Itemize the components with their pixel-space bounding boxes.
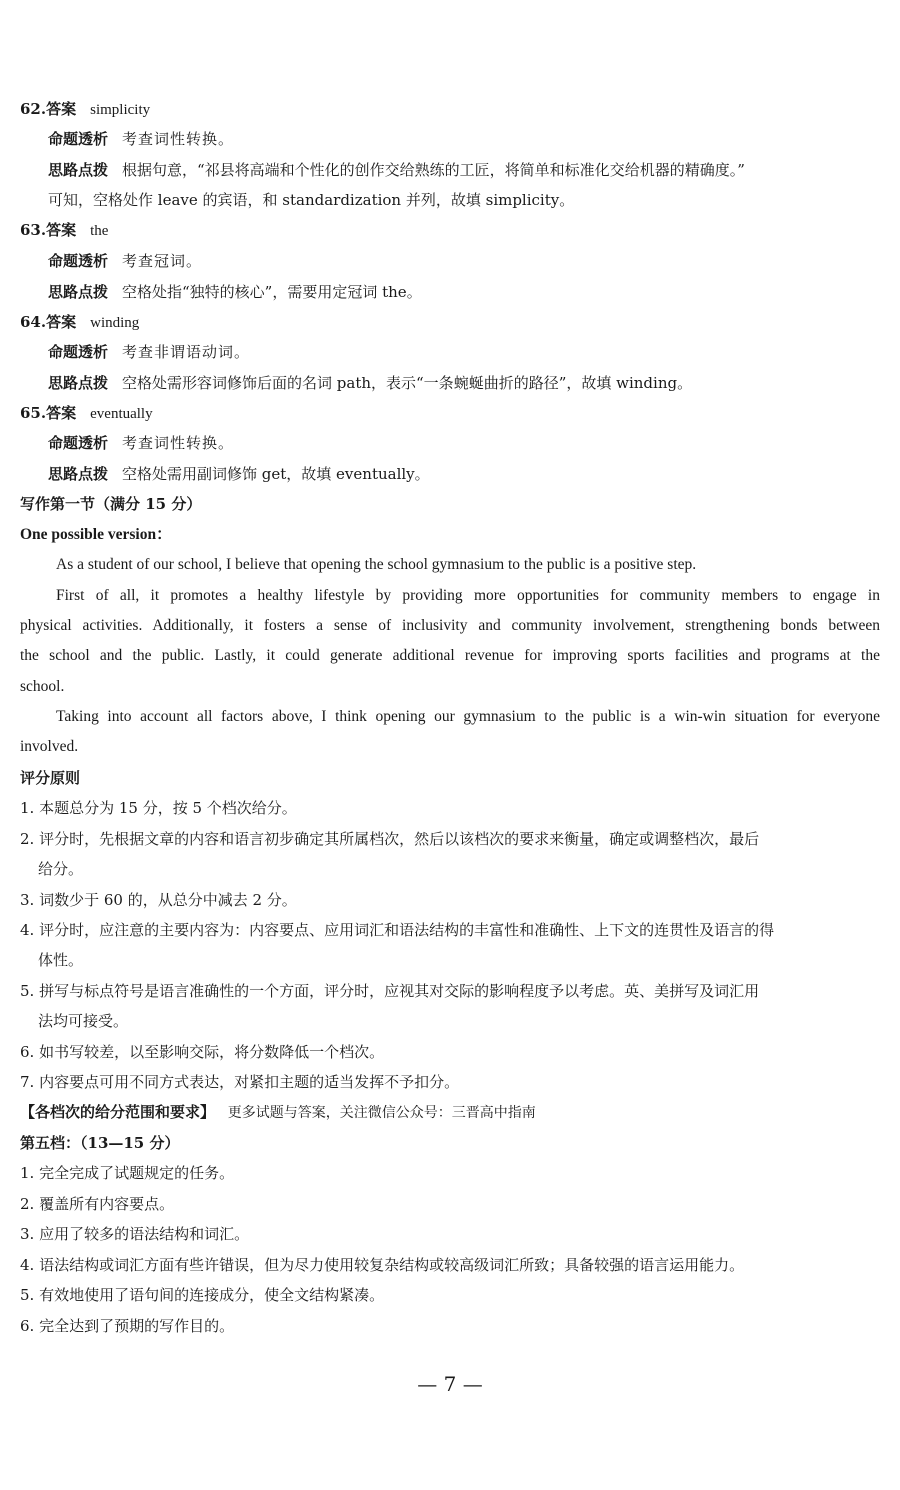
wechat-note: 更多试题与答案，关注微信公众号：三晋高中指南 [227,1105,536,1121]
analysis-label: 命题透析 [48,130,109,148]
essay-paragraph-2-line: physical activities. Additionally, it fosters a sense of inclusivity and community involvement, strengthening bonds between [20,617,880,634]
grade-item: 6. 完全达到了预期的写作目的。 [20,1317,235,1335]
q62-answer [20,99,150,120]
q65-hint [48,464,430,484]
hint-label: 思路点拨 [48,161,109,179]
answer-label: 答案 [46,221,77,239]
answer-value: eventually [90,406,153,422]
q62-hint-cont: 可知，空格处作 leave 的宾语，和 standardization 并列，故填 simplicity。 [48,191,575,209]
q64-analysis [48,342,250,362]
grade-item: 5. 有效地使用了语句间的连接成分，使全文结构紧凑。 [20,1286,385,1304]
answer-label: 答案 [46,404,77,422]
level-5-title: 第五档：（13—15 分） [20,1134,180,1152]
q62-hint [48,160,745,180]
essay-paragraph-3-line: involved. [20,738,79,755]
essay-paragraph-2-line: school. [20,678,65,695]
analysis-label: 命题透析 [48,434,109,452]
q63-analysis [48,251,202,271]
grade-heading: 【各档次的给分范围和要求】 [20,1103,216,1121]
scoring-rule-cont: 法均可接受。 [38,1012,129,1030]
scoring-rule: 2. 评分时，先根据文章的内容和语言初步确定其所属档次，然后以该档次的要求来衡量，确定或调整档次，最后 [20,830,760,848]
grade-item: 4. 语法结构或词汇方面有些许错误，但为尽力使用较复杂结构或较高级词汇所致；具备较强的语言运用能力。 [20,1256,745,1274]
q65-number: 65. [20,404,47,422]
essay-paragraph-2-line: the school and the public. Lastly, it could generate additional revenue for improving sports facilities and programs at the [20,647,880,664]
scoring-rule: 1. 本题总分为 15 分，按 5 个档次给分。 [20,799,297,817]
q62-analysis [48,129,234,149]
analysis-text: 考查非谓语动词。 [122,343,251,361]
hint-text: 空格处指“独特的核心”，需要用定冠词 the。 [122,283,422,301]
q65-answer [20,403,153,424]
q62-number: 62. [20,100,47,118]
version-label: One possible version： [20,526,172,543]
q64-number: 64. [20,313,47,331]
analysis-label: 命题透析 [48,252,109,270]
q65-analysis [48,433,234,453]
hint-label: 思路点拨 [48,283,109,301]
hint-label: 思路点拨 [48,465,109,483]
answer-value: the [90,223,109,239]
q63-answer [20,220,108,241]
q64-answer [20,312,139,333]
answer-value: winding [90,315,140,331]
answer-label: 答案 [46,100,77,118]
scoring-rule: 5. 拼写与标点符号是语言准确性的一个方面，评分时，应视其对交际的影响程度予以考虑。英、美拼写及词汇用 [20,982,760,1000]
writing-section-title: 写作第一节（满分 15 分） [20,495,202,513]
essay-paragraph-1: As a student of our school, I believe that opening the school gymnasium to the public is a positive step. [56,556,697,573]
analysis-text: 考查词性转换。 [122,434,235,452]
q63-number: 63. [20,221,47,239]
answer-label: 答案 [46,313,77,331]
hint-text: 空格处需用副词修饰 get，故填 eventually。 [122,465,430,483]
scoring-rule: 7. 内容要点可用不同方式表达，对紧扣主题的适当发挥不予扣分。 [20,1073,460,1091]
q63-hint [48,282,422,302]
grade-item: 1. 完全完成了试题规定的任务。 [20,1164,235,1182]
scoring-rule-cont: 给分。 [38,860,84,878]
essay-paragraph-2-line: First of all, it promotes a healthy lifestyle by providing more opportunities for community members to engage in [56,587,880,604]
q64-hint [48,373,692,393]
hint-text: 空格处需形容词修饰后面的名词 path，表示“一条蜿蜒曲折的路径”，故填 winding。 [122,374,693,392]
analysis-label: 命题透析 [48,343,109,361]
scoring-rule: 3. 词数少于 60 的，从总分中减去 2 分。 [20,891,297,909]
page-number: — 7 — [417,1372,483,1396]
scoring-rule: 4. 评分时，应注意的主要内容为：内容要点、应用词汇和语法结构的丰富性和准确性、上下文的连贯性及语言的得 [20,921,775,939]
analysis-text: 考查词性转换。 [122,130,235,148]
scoring-title: 评分原则 [20,769,81,787]
answer-value: simplicity [90,102,151,118]
scoring-rule-cont: 体性。 [38,951,84,969]
hint-text: 根据句意，“祁县将高端和个性化的创作交给熟练的工匠，将简单和标准化交给机器的精确度。” [122,161,745,179]
essay-paragraph-3-line: Taking into account all factors above, I think opening our gymnasium to the public is a win-win situation for everyone [56,708,880,725]
analysis-text: 考查冠词。 [122,252,203,270]
grade-item: 2. 覆盖所有内容要点。 [20,1195,175,1213]
grade-heading-row [20,1102,536,1123]
hint-label: 思路点拨 [48,374,109,392]
grade-item: 3. 应用了较多的语法结构和词汇。 [20,1225,250,1243]
scoring-rule: 6. 如书写较差，以至影响交际，将分数降低一个档次。 [20,1043,385,1061]
